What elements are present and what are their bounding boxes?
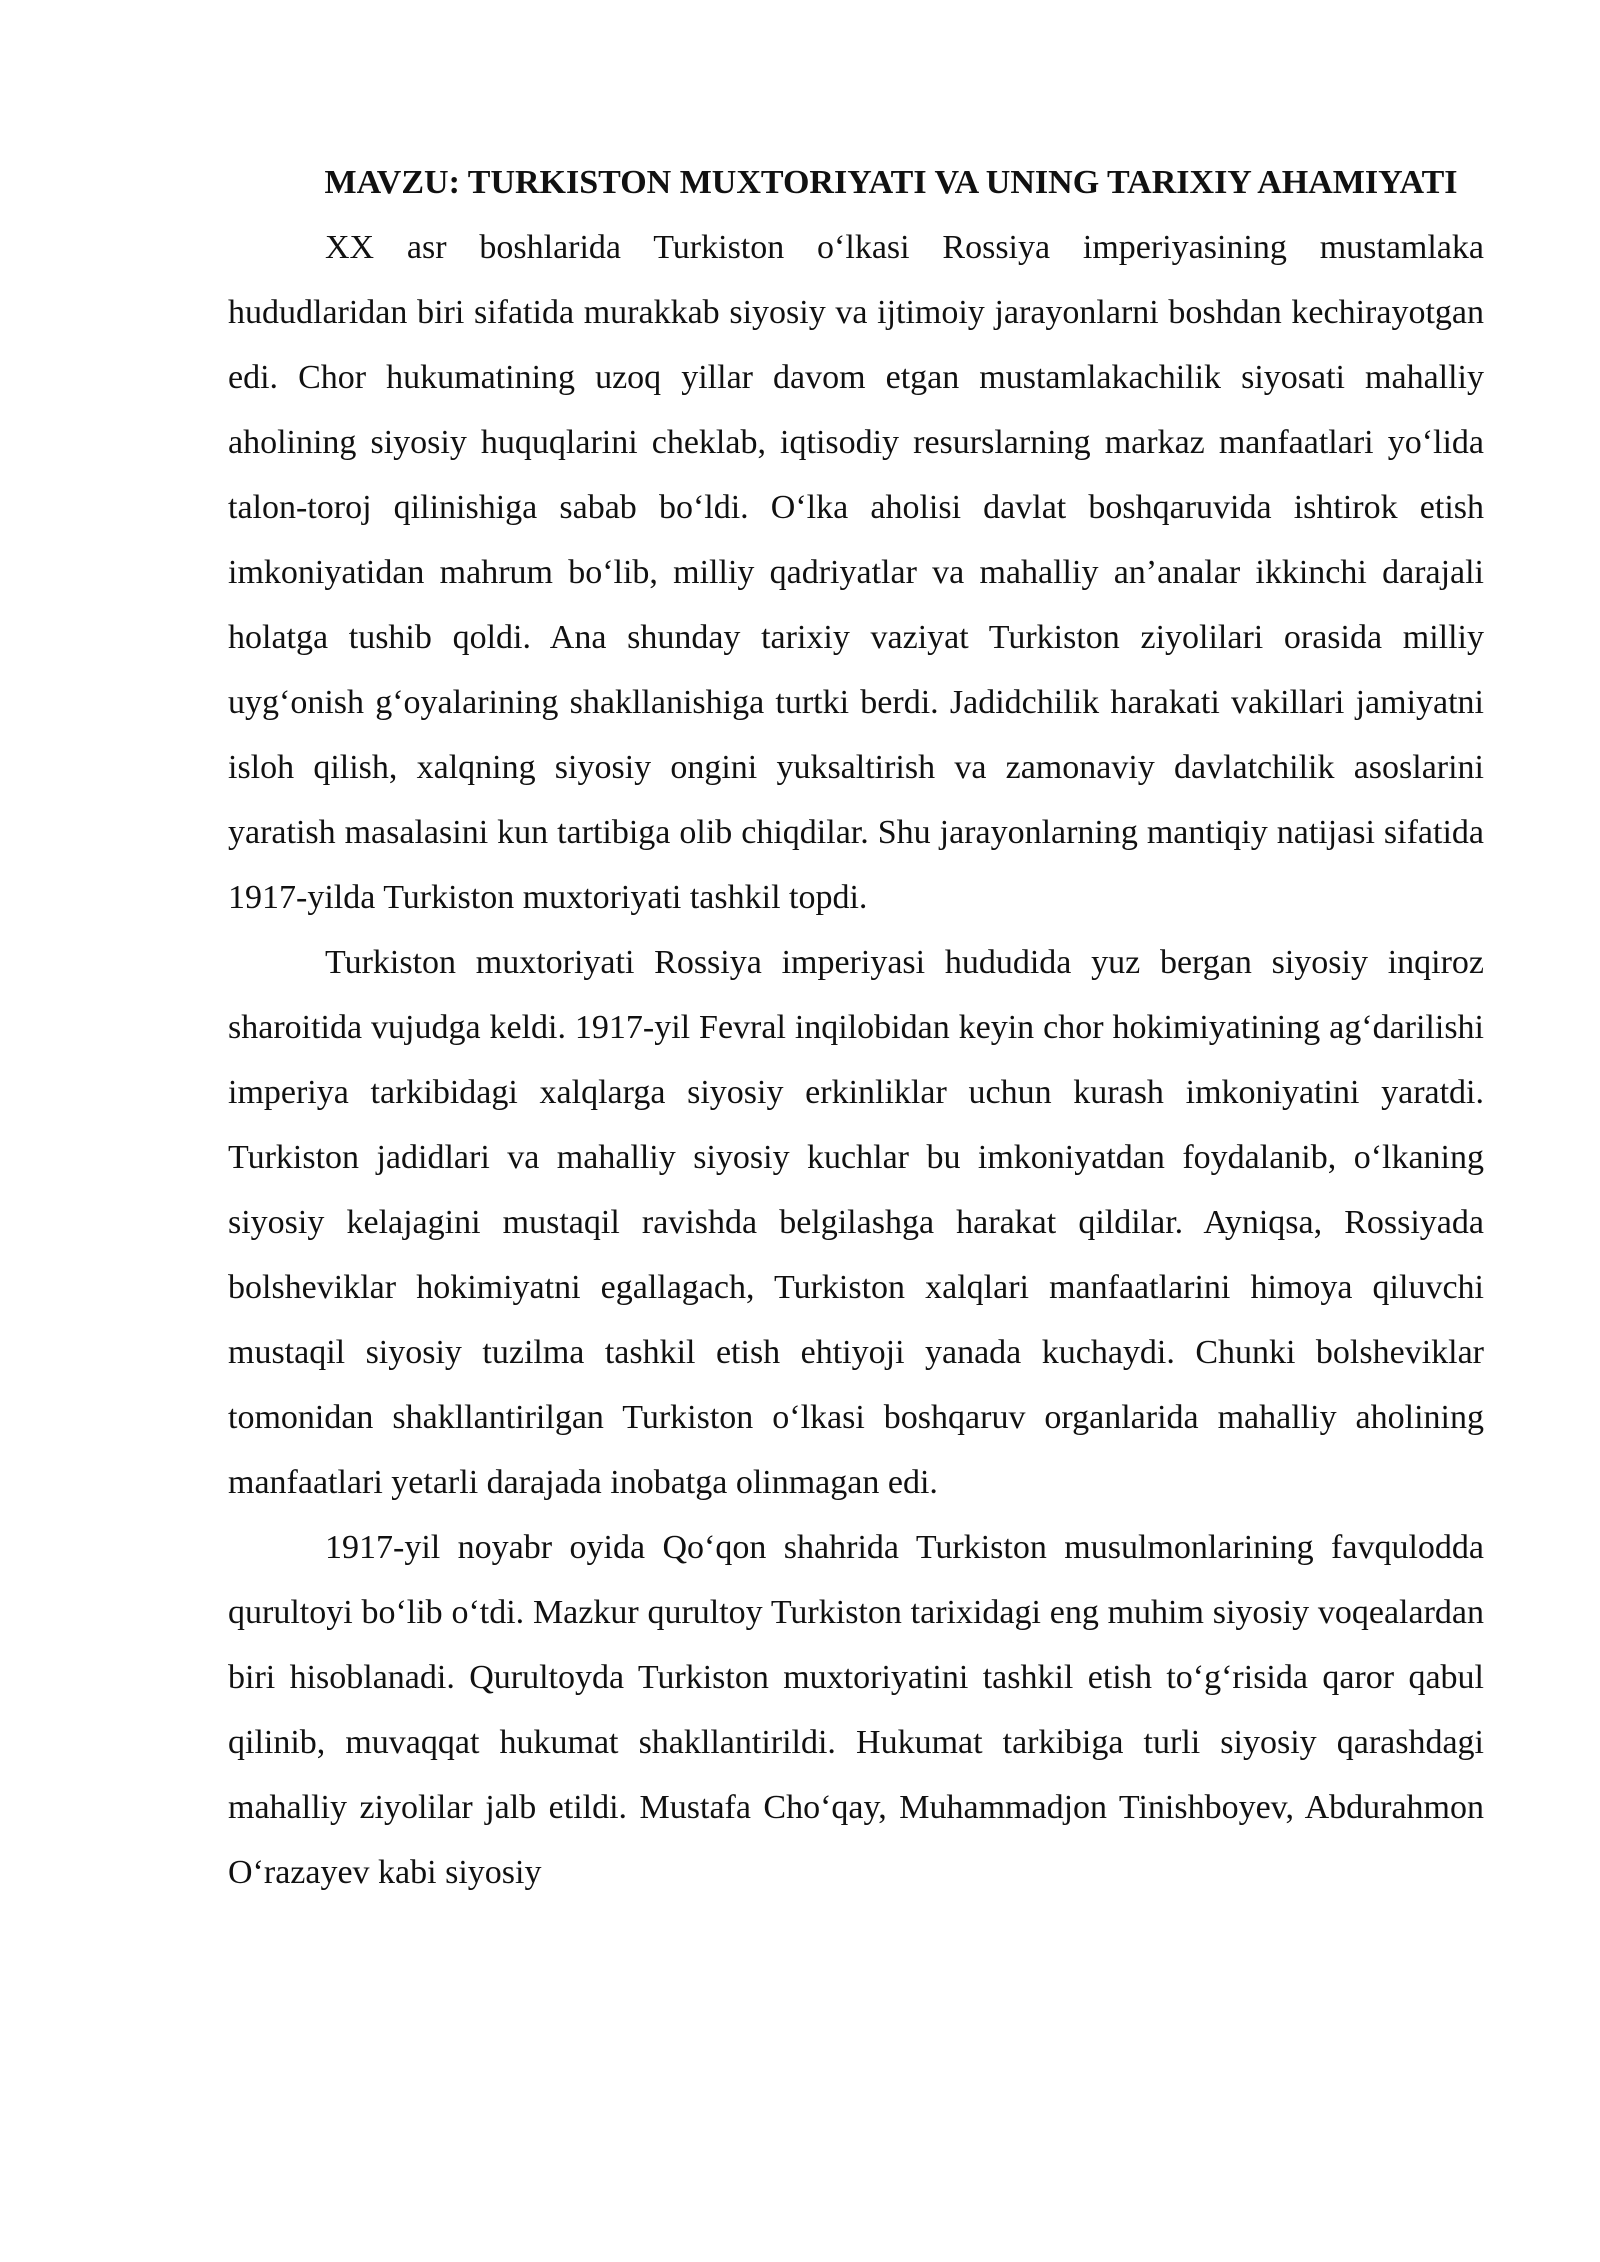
document-title: MAVZU: TURKISTON MUXTORIYATI VA UNING TARIXIY AHAMIYATI bbox=[324, 164, 1458, 201]
document-body bbox=[228, 150, 1484, 1905]
paragraph-1: XX asr boshlarida Turkiston oʻlkasi Rossiya imperiyasining mustamlaka hududlaridan biri sifatida murakkab siyosiy va ijtimoiy jarayonlarni boshdan kechirayotgan edi. Chor hukumatining uzoq yillar davom etgan mustamlakachilik siyosati mahalliy aholining siyosiy huquqlarini cheklab, iqtisodiy resurslarning markaz manfaatlari yoʻlida talon-toroj qilinishiga sabab boʻldi. Oʻlka aholisi davlat boshqaruvida ishtirok etish imkoniyatidan mahrum boʻlib, milliy qadriyatlar va mahalliy an’analar ikkinchi darajali holatga tushib qoldi. Ana shunday tarixiy vaziyat Turkiston ziyolilari orasida milliy uygʻonish gʻoyalarining shakllanishiga turtki berdi. Jadidchilik harakati vakillari jamiyatni isloh qilish, xalqning siyosiy ongini yuksaltirish va zamonaviy davlatchilik asoslarini yaratish masalasini kun tartibiga olib chiqdilar. Shu jarayonlarning mantiqiy natijasi sifatida 1917-yilda Turkiston muxtoriyati tashkil topdi. bbox=[228, 229, 1484, 916]
paragraph-2: Turkiston muxtoriyati Rossiya imperiyasi hududida yuz bergan siyosiy inqiroz sharoitida vujudga keldi. 1917-yil Fevral inqilobidan keyin chor hokimiyatining agʻdarilishi imperiya tarkibidagi xalqlarga siyosiy erkinliklar uchun kurash imkoniyatini yaratdi. Turkiston jadidlari va mahalliy siyosiy kuchlar bu imkoniyatdan foydalanib, oʻlkaning siyosiy kelajagini mustaqil ravishda belgilashga harakat qildilar. Ayniqsa, Rossiyada bolsheviklar hokimiyatni egallagach, Turkiston xalqlari manfaatlarini himoya qiluvchi mustaqil siyosiy tuzilma tashkil etish ehtiyoji yanada kuchaydi. Chunki bolsheviklar tomonidan shakllantirilgan Turkiston oʻlkasi boshqaruv organlarida mahalliy aholining manfaatlari yetarli darajada inobatga olinmagan edi. bbox=[228, 944, 1484, 1501]
paragraph-3: 1917-yil noyabr oyida Qoʻqon shahrida Turkiston musulmonlarining favqulodda qurultoyi boʻlib oʻtdi. Mazkur qurultoy Turkiston tarixidagi eng muhim siyosiy voqealardan biri hisoblanadi. Qurultoyda Turkiston muxtoriyatini tashkil etish toʻgʻrisida qaror qabul qilinib, muvaqqat hukumat shakllantirildi. Hukumat tarkibiga turli siyosiy qarashdagi mahalliy ziyolilar jalb etildi. Mustafa Choʻqay, Muhammadjon Tinishboyev, Abdurahmon Oʻrazayev kabi siyosiy bbox=[228, 1529, 1484, 1891]
